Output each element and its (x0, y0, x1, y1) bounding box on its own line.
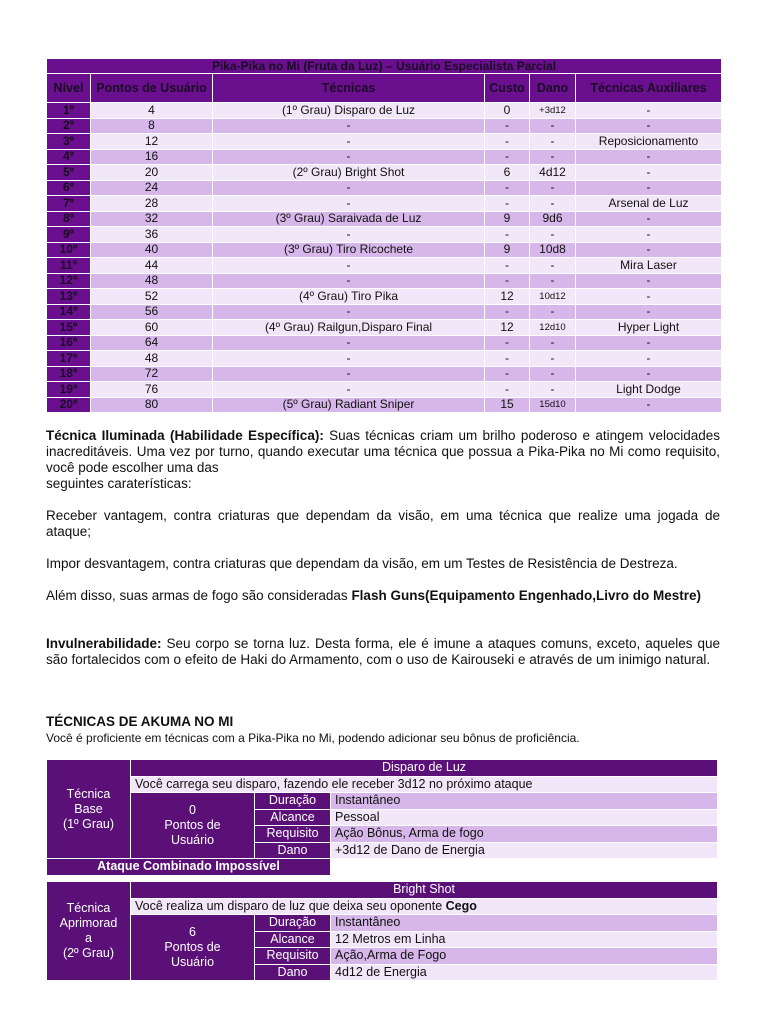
cell-custo: - (485, 196, 530, 212)
card2-key-dano: Dano (255, 964, 331, 981)
cell-dano: - (530, 273, 576, 289)
cell-custo: - (485, 304, 530, 320)
cell-nivel: 9º (47, 227, 91, 243)
table-row (47, 227, 722, 243)
cell-tecnica: - (213, 196, 485, 212)
flash-guns-bold: Flash Guns(Equipamento Engenhado,Livro do Mestre) (351, 588, 701, 603)
card1-key-duracao: Duração (255, 793, 331, 810)
flash-guns-text: Além disso, suas armas de fogo são consideradas (46, 588, 348, 603)
cell-nivel: 11º (47, 258, 91, 274)
cell-custo: - (485, 273, 530, 289)
cell-dano: - (530, 149, 576, 165)
cell-dano: 15d10 (530, 397, 576, 413)
cell-nivel: 13º (47, 289, 91, 305)
cell-dano: 12d10 (530, 320, 576, 336)
cell-nivel: 7º (47, 196, 91, 212)
cell-pontos: 24 (91, 180, 213, 196)
cell-tecnica: (1º Grau) Disparo de Luz (213, 103, 485, 119)
card2-key-alcance: Alcance (255, 931, 331, 948)
card1-val-duracao: Instantâneo (331, 793, 718, 810)
cell-dano: +3d12 (530, 103, 576, 119)
cell-dano: - (530, 382, 576, 398)
table-row (47, 134, 722, 150)
cell-dano: - (530, 227, 576, 243)
section-title: TÉCNICAS DE AKUMA NO MI (46, 714, 234, 729)
cell-tecnica: - (213, 258, 485, 274)
cell-auxiliar: - (576, 351, 722, 367)
cell-auxiliar: Mira Laser (576, 258, 722, 274)
cell-tecnica: - (213, 304, 485, 320)
cell-pontos: 80 (91, 397, 213, 413)
table-row (47, 196, 722, 212)
cell-pontos: 36 (91, 227, 213, 243)
card1-side-line2: Base (74, 801, 103, 816)
cell-pontos: 40 (91, 242, 213, 258)
table-row (47, 258, 722, 274)
cell-tecnica: - (213, 180, 485, 196)
card2-side-line4: (2º Grau) (62, 946, 115, 960)
technique-card-bright-shot (46, 881, 718, 981)
cell-dano: - (530, 118, 576, 134)
cell-nivel: 1º (47, 103, 91, 119)
header-custo: Custo (485, 74, 530, 103)
table-row (47, 165, 722, 181)
cell-nivel: 8º (47, 211, 91, 227)
cell-auxiliar: - (576, 211, 722, 227)
card2-description-text: Você realiza um disparo de luz que deixa seu oponente (135, 898, 443, 913)
table-row (47, 335, 722, 351)
cell-tecnica: - (213, 273, 485, 289)
cell-custo: - (485, 149, 530, 165)
cell-auxiliar: Hyper Light (576, 320, 722, 336)
cell-custo: - (485, 366, 530, 382)
progression-body (47, 103, 722, 413)
cell-pontos: 16 (91, 149, 213, 165)
invulnerabilidade-paragraph (46, 636, 720, 668)
card1-key-requisito: Requisito (255, 826, 331, 843)
cell-dano: 10d12 (530, 289, 576, 305)
cell-nivel: 5º (47, 165, 91, 181)
cell-pontos: 64 (91, 335, 213, 351)
cell-tecnica: - (213, 351, 485, 367)
cell-nivel: 14º (47, 304, 91, 320)
card1-val-alcance: Pessoal (331, 809, 718, 826)
cell-custo: 12 (485, 320, 530, 336)
cell-auxiliar: Arsenal de Luz (576, 196, 722, 212)
card2-val-requisito: Ação,Arma de Fogo (331, 948, 718, 965)
table-row (47, 397, 722, 413)
table-row (47, 273, 722, 289)
tecnica-iluminada-text2: seguintes caraterísticas: (46, 476, 192, 491)
option-desvantagem: Impor desvantagem, contra criaturas que dependam da visão, em um Testes de Resistência de Destreza. (46, 556, 678, 571)
cell-auxiliar: - (576, 103, 722, 119)
cell-custo: 6 (485, 165, 530, 181)
cell-auxiliar: - (576, 118, 722, 134)
cell-nivel: 12º (47, 273, 91, 289)
table-row (47, 382, 722, 398)
cell-auxiliar: - (576, 227, 722, 243)
cell-pontos: 60 (91, 320, 213, 336)
cell-pontos: 28 (91, 196, 213, 212)
table-row (47, 304, 722, 320)
table-title: Pika-Pika no Mi (Fruta da Luz) – Usuário Especialista Parcial (47, 59, 722, 74)
cell-tecnica: (4º Grau) Railgun,Disparo Final (213, 320, 485, 336)
cell-custo: - (485, 258, 530, 274)
cell-tecnica: (3º Grau) Tiro Ricochete (213, 242, 485, 258)
cell-custo: 9 (485, 242, 530, 258)
technique-card-disparo-de-luz (46, 759, 718, 876)
cell-auxiliar: - (576, 304, 722, 320)
cell-tecnica: - (213, 382, 485, 398)
card1-description: Você carrega seu disparo, fazendo ele receber 3d12 no próximo ataque (131, 776, 718, 793)
card1-name: Disparo de Luz (131, 760, 718, 777)
cell-custo: 9 (485, 211, 530, 227)
cell-nivel: 3º (47, 134, 91, 150)
cell-nivel: 17º (47, 351, 91, 367)
cell-auxiliar: - (576, 397, 722, 413)
table-row (47, 118, 722, 134)
table-row (47, 211, 722, 227)
cell-auxiliar: - (576, 242, 722, 258)
cell-nivel: 15º (47, 320, 91, 336)
cell-nivel: 16º (47, 335, 91, 351)
table-row (47, 366, 722, 382)
cell-custo: - (485, 382, 530, 398)
cell-custo: - (485, 118, 530, 134)
cell-dano: - (530, 134, 576, 150)
table-row (47, 351, 722, 367)
cell-tecnica: - (213, 134, 485, 150)
card1-footer: Ataque Combinado Impossível (47, 859, 331, 876)
cell-tecnica: (5º Grau) Radiant Sniper (213, 397, 485, 413)
card2-side-line2: Aprimorad (59, 916, 118, 930)
header-nivel: Nível (47, 74, 91, 103)
progression-table (46, 58, 722, 413)
cell-dano: 4d12 (530, 165, 576, 181)
tecnica-iluminada-label: Técnica Iluminada (Habilidade Específica): (46, 428, 324, 443)
header-auxiliares: Técnicas Auxiliares (576, 74, 722, 103)
cell-auxiliar: - (576, 165, 722, 181)
cell-tecnica: - (213, 149, 485, 165)
card1-val-dano: +3d12 de Dano de Energia (331, 842, 718, 859)
card2-points-line2: Pontos de (164, 940, 221, 954)
cell-auxiliar: - (576, 273, 722, 289)
cell-tecnica: - (213, 118, 485, 134)
cell-pontos: 12 (91, 134, 213, 150)
cell-auxiliar: Light Dodge (576, 382, 722, 398)
cell-custo: 12 (485, 289, 530, 305)
cell-pontos: 56 (91, 304, 213, 320)
cell-custo: - (485, 351, 530, 367)
cell-tecnica: - (213, 227, 485, 243)
card1-key-dano: Dano (255, 842, 331, 859)
cell-pontos: 52 (91, 289, 213, 305)
cell-tecnica: - (213, 335, 485, 351)
cell-pontos: 72 (91, 366, 213, 382)
cell-custo: - (485, 227, 530, 243)
card1-side-line1: Técnica (66, 786, 111, 801)
cell-dano: - (530, 366, 576, 382)
table-row (47, 320, 722, 336)
invulnerabilidade-text: Seu corpo se torna luz. Desta forma, ele é imune a ataques comuns, exceto, aqueles que são fortalecidos com o efeito de Haki do Armamento, com o uso de Kairouseki e através de um inimigo natural. (46, 636, 720, 667)
cell-pontos: 48 (91, 351, 213, 367)
cell-tecnica: - (213, 366, 485, 382)
cell-auxiliar: - (576, 180, 722, 196)
card2-name: Bright Shot (131, 882, 718, 899)
cell-nivel: 6º (47, 180, 91, 196)
card2-points-line3: Usuário (170, 955, 215, 969)
cell-nivel: 4º (47, 149, 91, 165)
tecnica-iluminada-text: Suas técnicas criam um brilho poderoso e atingem velocidades inacreditáveis. Uma vez por turno, quando executar uma técnica que possua a Pika-Pika no Mi como requisito, você pode escolher uma das (46, 428, 720, 475)
card1-side-line3: (1º Grau) (62, 816, 115, 831)
header-pontos: Pontos de Usuário (91, 74, 213, 103)
table-row (47, 289, 722, 305)
cell-dano: - (530, 351, 576, 367)
cell-nivel: 2º (47, 118, 91, 134)
card1-points (131, 793, 255, 859)
cell-nivel: 19º (47, 382, 91, 398)
cell-pontos: 32 (91, 211, 213, 227)
cell-auxiliar: - (576, 366, 722, 382)
card1-val-requisito: Ação Bônus, Arma de fogo (331, 826, 718, 843)
cell-dano: 9d6 (530, 211, 576, 227)
cell-dano: - (530, 180, 576, 196)
card2-val-dano: 4d12 de Energia (331, 964, 718, 981)
card2-key-requisito: Requisito (255, 948, 331, 965)
cell-nivel: 10º (47, 242, 91, 258)
card2-key-duracao: Duração (255, 915, 331, 932)
cell-tecnica: (3º Grau) Saraivada de Luz (213, 211, 485, 227)
card2-side-line1: Técnica (66, 901, 111, 915)
cell-tecnica: (2º Grau) Bright Shot (213, 165, 485, 181)
card2-val-alcance: 12 Metros em Linha (331, 931, 718, 948)
cell-pontos: 48 (91, 273, 213, 289)
card2-val-duracao: Instantâneo (331, 915, 718, 932)
card1-key-alcance: Alcance (255, 809, 331, 826)
invulnerabilidade-label: Invulnerabilidade: (46, 636, 162, 651)
table-row (47, 180, 722, 196)
cell-dano: - (530, 258, 576, 274)
card1-points-line2: Pontos de (164, 818, 221, 832)
cell-nivel: 20º (47, 397, 91, 413)
cell-nivel: 18º (47, 366, 91, 382)
option-vantagem: Receber vantagem, contra criaturas que dependam da visão, em uma técnica que realize uma jogada de ataque; (46, 508, 720, 539)
flash-guns-paragraph (46, 588, 720, 604)
cell-custo: - (485, 134, 530, 150)
card2-side-line3: a (85, 931, 92, 945)
cell-dano: - (530, 304, 576, 320)
card2-points-value: 6 (189, 925, 196, 939)
cell-dano: - (530, 196, 576, 212)
table-row (47, 242, 722, 258)
cell-auxiliar: - (576, 289, 722, 305)
cell-pontos: 4 (91, 103, 213, 119)
cell-custo: - (485, 335, 530, 351)
table-row (47, 149, 722, 165)
cell-auxiliar: - (576, 335, 722, 351)
card2-points (131, 915, 255, 981)
card2-description-bold: Cego (445, 898, 477, 913)
card1-grade (47, 760, 131, 859)
section-subtitle: Você é proficiente em técnicas com a Pika-Pika no Mi, podendo adicionar seu bônus de proficiência. (46, 731, 580, 745)
card2-grade (47, 882, 131, 981)
table-row (47, 103, 722, 119)
cell-tecnica: (4º Grau) Tiro Pika (213, 289, 485, 305)
cell-custo: - (485, 180, 530, 196)
header-tecnicas: Técnicas (213, 74, 485, 103)
cell-custo: 0 (485, 103, 530, 119)
tecnica-iluminada-paragraph (46, 428, 720, 492)
cell-dano: 10d8 (530, 242, 576, 258)
card2-description (131, 898, 718, 915)
cell-pontos: 76 (91, 382, 213, 398)
cell-pontos: 8 (91, 118, 213, 134)
cell-auxiliar: Reposicionamento (576, 134, 722, 150)
cell-custo: 15 (485, 397, 530, 413)
card1-points-value: 0 (189, 803, 196, 817)
card1-points-line3: Usuário (170, 833, 215, 847)
header-dano: Dano (530, 74, 576, 103)
cell-pontos: 44 (91, 258, 213, 274)
cell-dano: - (530, 335, 576, 351)
cell-auxiliar: - (576, 149, 722, 165)
cell-pontos: 20 (91, 165, 213, 181)
